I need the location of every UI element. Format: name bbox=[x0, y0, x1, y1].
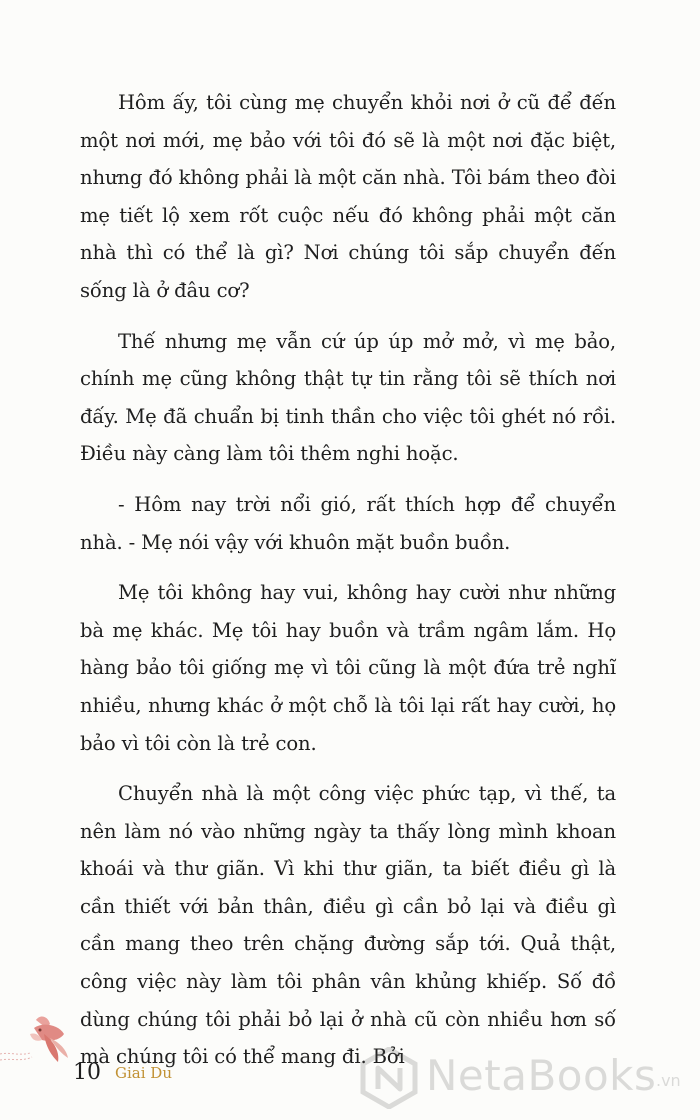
paragraph-1: Hôm ấy, tôi cùng mẹ chuyển khỏi nơi ở cũ để đến một nơi mới, mẹ bảo với tôi đó sẽ là một nơi đặc biệt, nhưng đó không phải là một căn nhà. Tôi bám theo đòi mẹ tiết lộ xem rốt cuộc nếu đó không phải một căn nhà thì có thể là gì? Nơi chúng tôi sắp chuyển đến sống là ở đâu cơ? bbox=[80, 91, 616, 302]
running-title: Giai Du bbox=[115, 1064, 172, 1082]
watermark-suffix: .vn bbox=[656, 1071, 681, 1090]
page-body bbox=[80, 84, 616, 1076]
netabooks-logo-icon bbox=[360, 1047, 418, 1109]
page-footer bbox=[0, 1010, 700, 1120]
paragraph-2: Thế nhưng mẹ vẫn cứ úp úp mở mở, vì mẹ bảo, chính mẹ cũng không thật tự tin rằng tôi sẽ thích nơi đấy. Mẹ đã chuẩn bị tinh thần cho việc tôi ghét nó rồi. Điều này càng làm tôi thêm nghi hoặc. bbox=[80, 329, 616, 466]
paragraph-5: Chuyển nhà là một công việc phức tạp, vì thế, ta nên làm nó vào những ngày ta thấy lòng mình khoan khoái và thư giãn. Vì khi thư giãn, ta biết điều gì là cần thiết với bản thân, điều gì cần bỏ lại và điều gì cần mang theo trên chặng đường sắp tới. Quả thật, công việc này làm tôi phân vân khủng khiếp. Số đồ dùng chúng tôi phải bỏ lại ở nhà cũ còn nhiều hơn số mà chúng tôi có thể mang đi. Bởi bbox=[80, 782, 616, 1069]
paragraph-3: - Hôm nay trời nổi gió, rất thích hợp để chuyển nhà. - Mẹ nói vậy với khuôn mặt buồn buồn. bbox=[80, 492, 616, 554]
page-number: 10 bbox=[73, 1060, 101, 1085]
paragraph-4: Mẹ tôi không hay vui, không hay cười như những bà mẹ khác. Mẹ tôi hay buồn và trầm ngâm lắm. Họ hàng bảo tôi giống mẹ vì tôi cũng là một đứa trẻ nghĩ nhiều, nhưng khác ở một chỗ là tôi lại rất hay cười, họ bảo vì tôi còn là trẻ con. bbox=[80, 581, 616, 755]
watermark bbox=[360, 1045, 690, 1115]
watermark-brand: NetaBooks bbox=[426, 1051, 657, 1100]
